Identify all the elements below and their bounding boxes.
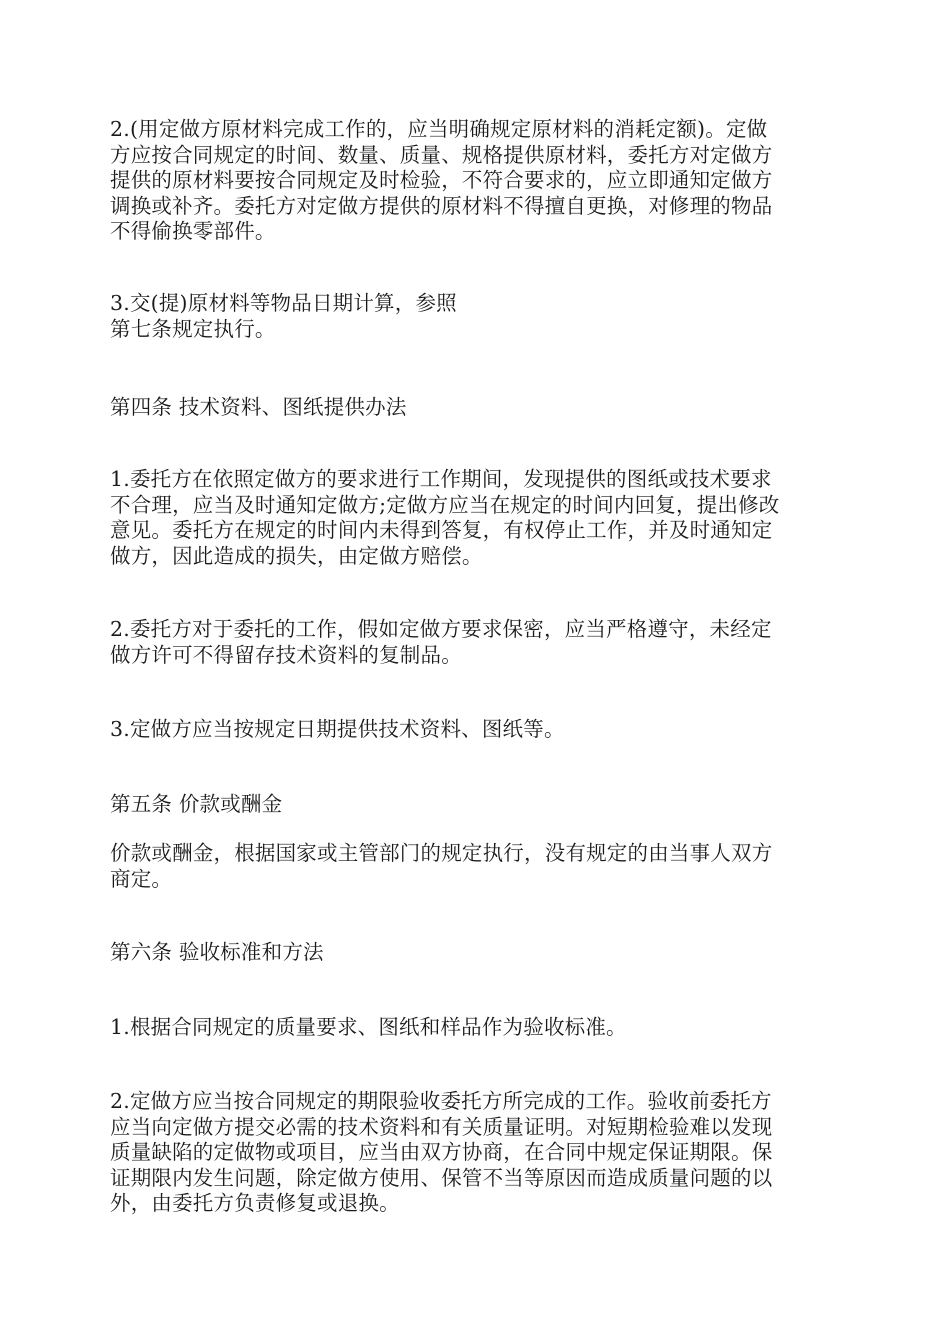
text-line: 不合理，应当及时通知定做方;定做方应当在规定的时间内回复，提出修改 (110, 492, 780, 517)
article-4-heading: 第四条 技术资料、图纸提供办法 (110, 395, 407, 419)
text-line: 质量缺陷的定做物或项目，应当由双方协商，在合同中规定保证期限。保 (110, 1140, 773, 1164)
text-line: 商定。 (110, 866, 173, 891)
text-line: 2.(用定做方原材料完成工作的，应当明确规定原材料的消耗定额)。定做 (110, 117, 768, 141)
article-6-paragraph-2 (110, 1089, 850, 1217)
article-6-paragraph-1 (110, 1015, 850, 1041)
text-line: 意见。委托方在规定的时间内未得到答复，有权停止工作，并及时通知定 (110, 518, 773, 542)
text-line: 2.委托方对于委托的工作，假如定做方要求保密，应当严格遵守，未经定 (110, 617, 772, 641)
text-line: 证期限内发生问题，除定做方使用、保管不当等原因而造成质量问题的以 (110, 1165, 773, 1190)
text-line: 方应按合同规定的时间、数量、质量、规格提供原材料，委托方对定做方 (110, 142, 773, 167)
text-line: 不得偷换零部件。 (110, 219, 276, 243)
text-line: 提供的原材料要按合同规定及时检验，不符合要求的，应立即通知定做方 (110, 168, 773, 192)
article-5-heading: 第五条 价款或酬金 (110, 792, 283, 816)
text-line: 1.委托方在依照定做方的要求进行工作期间，发现提供的图纸或技术要求 (110, 467, 772, 491)
text-line: 3.定做方应当按规定日期提供技术资料、图纸等。 (110, 717, 565, 741)
text-line: 3.交(提)原材料等物品日期计算，参照 (110, 291, 457, 315)
paragraph-materials (110, 117, 850, 245)
text-line: 做方许可不得留存技术资料的复制品。 (110, 642, 462, 667)
article-4-paragraph-2 (110, 617, 850, 668)
text-line: 外，由委托方负责修复或退换。 (110, 1191, 400, 1215)
text-line: 价款或酬金，根据国家或主管部门的规定执行，没有规定的由当事人双方 (110, 841, 773, 865)
text-line: 做方，因此造成的损失，由定做方赔偿。 (110, 543, 483, 568)
paragraph-dates (110, 291, 850, 342)
article-4-paragraph-3 (110, 717, 850, 743)
text-line: 调换或补齐。委托方对定做方提供的原材料不得擅自更换，对修理的物品 (110, 193, 773, 218)
text-line: 第七条规定执行。 (110, 316, 276, 341)
article-4-paragraph-1 (110, 467, 850, 569)
text-line: 1.根据合同规定的质量要求、图纸和样品作为验收标准。 (110, 1015, 627, 1039)
article-6-heading: 第六条 验收标准和方法 (110, 940, 324, 964)
text-line: 2.定做方应当按合同规定的期限验收委托方所完成的工作。验收前委托方 (110, 1089, 772, 1113)
article-5-paragraph (110, 841, 850, 892)
text-line: 应当向定做方提交必需的技术资料和有关质量证明。对短期检验难以发现 (110, 1114, 773, 1139)
